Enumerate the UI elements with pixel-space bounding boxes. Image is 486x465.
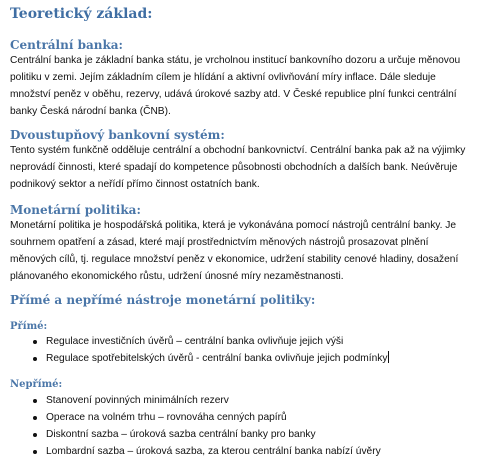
bullet-icon (33, 340, 37, 344)
page-title: Teoretický základ: (10, 6, 153, 22)
list-item-text: Operace na volném trhu – rovnováha cenných papírů (46, 412, 287, 423)
section-text-monetary-policy (10, 217, 476, 285)
list-item (10, 333, 389, 350)
list-item-text: Regulace spotřebitelských úvěrů - centrální banka ovlivňuje jejich podmínky (46, 353, 388, 364)
text-line: měnových cílů, tj. regulace množství peněz v ekonomice, udržení stability cenové hladiny, dosažení (10, 254, 459, 265)
list-item-text: Regulace investičních úvěrů – centrální banka ovlivňuje jejich výši (46, 336, 344, 347)
section-heading-central-bank: Centrální banka: (10, 38, 123, 52)
direct-instruments-list (10, 333, 389, 367)
bullet-icon (33, 357, 37, 361)
section-heading-monetary-policy: Monetární politika: (10, 203, 141, 217)
list-item-text: Diskontní sazba – úroková sazba centrální banky pro banky (46, 429, 316, 440)
bullet-icon (33, 450, 37, 454)
text-line: neprovádí činnosti, které spadají do kompetence působnosti obchodních a dalších bank. Neúvěruje (10, 162, 458, 173)
bullet-icon (33, 416, 37, 420)
text-line: souhrnem opatření a zásad, které mají prostřednictvím měnových nástrojů prosazovat plnění (10, 237, 429, 248)
bullet-icon (33, 433, 37, 437)
section-heading-instruments: Přímé a nepřímé nástroje monetární politiky: (10, 293, 316, 307)
text-line: banky Česká národní banka (ČNB). (10, 106, 171, 117)
text-line: plánovaného ekonomického růstu, udržení únosné míry nezaměstnanosti. (10, 271, 344, 282)
bullet-icon (33, 399, 37, 403)
text-line: politiku v zemi. Jejím základním cílem je hlídání a aktivní ovlivňování míry inflace. Dále sleduje (10, 72, 436, 83)
indirect-instruments-list (10, 392, 381, 460)
text-line: Monetární politika je hospodářská politika, která je vykonávána pomocí nástrojů centrální banky. Je (10, 220, 457, 231)
list-item (10, 443, 381, 460)
subheading-direct: Přímé: (10, 321, 48, 332)
text-cursor (388, 351, 389, 363)
text-line: podnikový sektor a neřídí přímo činnost ostatních bank. (10, 179, 260, 190)
text-line: množství peněz v oběhu, rezervy, udává úrokové sazby atd. V České republice plní funkci centrální (10, 89, 457, 100)
text-line: Tento systém funkčně odděluje centrální a obchodní bankovnictví. Centrální banka pak až na výjimky (10, 145, 466, 156)
list-item (10, 392, 381, 409)
list-item (10, 426, 381, 443)
section-text-two-tier-system (10, 142, 476, 193)
subheading-indirect: Nepřímé: (10, 379, 63, 390)
list-item-text: Stanovení povinných minimálních rezerv (46, 395, 229, 406)
section-text-central-bank (10, 52, 476, 120)
list-item (10, 350, 389, 367)
text-line: Centrální banka je základní banka státu, je vrcholnou institucí bankovního dozoru a určuje měnovou (10, 55, 461, 66)
list-item (10, 409, 381, 426)
list-item-text: Lombardní sazba – úroková sazba, za kterou centrální banka nabízí úvěry (46, 446, 381, 457)
section-heading-two-tier-system: Dvoustupňový bankovní systém: (10, 128, 225, 142)
